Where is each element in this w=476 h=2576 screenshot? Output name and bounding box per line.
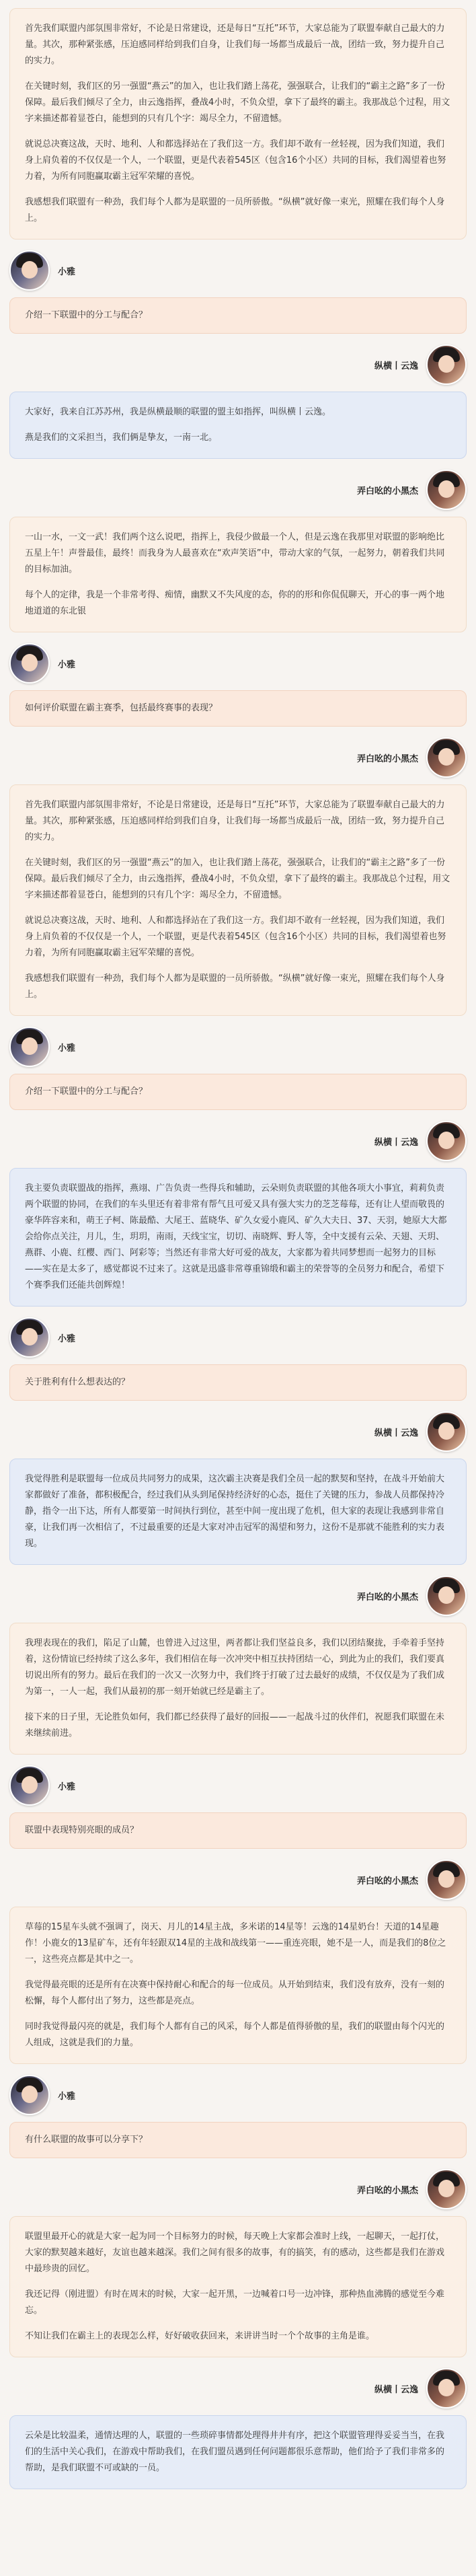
speaker-row [9,249,467,292]
answer-bubble [9,1623,467,1755]
answer-paragraph: 我感想我们联盟有一种劲，我们每个人都为是联盟的一员所骄傲。“纵横”就好像一束光，照耀在我们每个人身上。 [25,973,445,1000]
question-bubble: 介绍一下联盟中的分工与配合？ [9,1074,467,1110]
answer-paragraph: 在关键时刻，我们区的另一强盟“燕云”的加入，也让我们踏上荡花，强强联合，让我们的“霸主之路”多了一份保障。最后我们倾尽了全力，由云逸指挥，叠战4小时，不负众望，拿下了最终的霸主。我那战总个过程，用文字来描述都着显苍白，能想到的只有几个字：竭尽全力，不留遗憾。 [25,858,450,900]
speaker-row [9,468,467,511]
answer-paragraph: 草莓的15星车头就不强调了，岗天、月儿的14星主战，多米诺的14星等！云逸的14星奶台！天道的14星趣作！小鹿女的13星矿车，还有年轻跟双14星的主战和战线第一——重连亮眼，她不是一人，而是我们的8位之一，这些亮点都是其中之一。 [25,1922,446,1964]
answer-paragraph: 首先我们联盟内部氛围非常好，不论是日常建设，还是每日“互托”环节，大家总能为了联盟奉献自己最大的力量。其次，那种紧张感，压迫感同样给到我们自身，让我们每一场都当成最后一战，团结一致，努力提升自己的实力。 [25,24,445,66]
avatar [9,1765,50,1806]
answer-paragraph: 同时我觉得最闪亮的就是，我们每个人都有自己的风采，每个人都是值得骄傲的星，我们的联盟由每个闪光的人组成，这就是我们的力量。 [25,2022,445,2048]
speaker-name: 小雅 [58,2091,76,2102]
answer-paragraph: 燕是我们的文采担当，我们俩是挚友，一南一北。 [25,433,218,443]
answer-paragraph: 就说总决赛这战，天时、地利、人和都选择站在了我们这一方。我们却不敢有一丝轻视，因为我们知道，我们身上肩负着的不仅仅是一个人，一个联盟，更是代表着545区（包含16个小区）共同的目标，我们渴望着也努力着，为所有同胞赢取霸主冠军荣耀的喜悦。 [25,139,446,182]
speaker-row [9,1119,467,1163]
avatar [426,1860,467,1900]
answer-paragraph: 联盟里最开心的就是大家一起为同一个目标努力的时候，每天晚上大家都会准时上线，一起聊天，一起打仗，大家的默契越来越好，友谊也越来越深。我们之间有很多的故事，有的搞笑，有的感动，这些都是我们在游戏中最珍贵的回忆。 [25,2232,445,2274]
speaker-name: 弄白吆的小黑杰 [356,2185,418,2196]
speaker-row [9,2168,467,2211]
answer-bubble [9,1168,467,1307]
speaker-name: 纵横丨云逸 [374,361,418,371]
answer-bubble [9,1907,467,2064]
speaker-row [9,1025,467,1068]
question-bubble: 关于胜利有什么想表达的？ [9,1364,467,1401]
answer-paragraph: 大家好，我来自江苏苏州，我是纵横最顺的联盟的盟主如指挥，叫纵横丨云逸。 [25,407,331,417]
speaker-name: 弄白吆的小黑杰 [356,753,418,764]
answer-paragraph: 每个人的定律，我是一个非常考得、痴情，幽默又不失风度的态，你的的形和你侃侃聊天，开心的事一两个地地道道的东北银 [25,590,445,616]
answer-bubble [9,517,467,632]
question-bubble: 联盟中表现特别亮眼的成员？ [9,1812,467,1849]
avatar [426,1411,467,1452]
answer-paragraph: 我感想我们联盟有一种劲，我们每个人都为是联盟的一员所骄傲。“纵横”就好像一束光，照耀在我们每个人身上。 [25,197,445,223]
speaker-name: 纵横丨云逸 [374,2384,418,2395]
question-bubble: 如何评价联盟在霸主赛季，包括最终赛事的表现？ [9,690,467,727]
speaker-row [9,1858,467,1901]
avatar [426,737,467,778]
answer-paragraph: 我理表现在的我们，陷足了山麓，也曾进入过这里，两者都让我们坚益良多，我们以团结聚拢，手牵着手坚持着，这份情谊已经持续了这么多年，我们相信在每一次冲突中相互扶持团结一心，到此为止的我们，我们要真切说出所有的努力。最后在我们的一次又一次努力中，我们终于打破了过去最好的成绩，不仅仅是为了我们成为第一，一人一起，我们从最初的那一刻开始就已经是霸主了。 [25,1638,445,1697]
speaker-name: 弄白吆的小黑杰 [356,486,418,496]
avatar [9,643,50,684]
speaker-row [9,343,467,386]
speaker-name: 小雅 [58,1781,76,1792]
speaker-row [9,736,467,779]
answer-paragraph: 我觉得胜利是联盟每一位成员共同努力的成果，这次霸主决赛是我们全员一起的默契和坚持，在战斗开始前大家都做好了准备，都积极配合，经过我们从头到尾保持经济好的心态，挺住了关键的压力，参战人员都保持冷静，指令一出下达，所有人都要第一时间执行到位，甚至中间一度出现了危机，但大家的表现让我感到非常自豪，让我们再一次相信了，不过最重要的还是大家对冲击冠军的渴望和努力，这份不是那就不能胜利的实力表现。 [25,1474,445,1549]
avatar [426,1576,467,1616]
speaker-name: 小雅 [58,1043,76,1054]
speaker-row [9,642,467,685]
speaker-name: 小雅 [58,1333,76,1344]
answer-bubble [9,2415,467,2489]
avatar [426,470,467,510]
speaker-row [9,2073,467,2117]
answer-paragraph: 就说总决赛这战，天时、地利、人和都选择站在了我们这一方。我们却不敢有一丝轻视，因为我们知道，我们身上肩负着的不仅仅是一个人，一个联盟，更是代表着545区（包含16个小区）共同的目标，我们渴望着也努力着，为所有同胞赢取霸主冠军荣耀的喜悦。 [25,916,446,958]
answer-paragraph: 我还记得（刚进盟）有时在周末的时候，大家一起开黑，一边喊着口号一边冲锋，那种热血沸腾的感觉至今难忘。 [25,2289,445,2316]
answer-paragraph: 云朵是比较温柔，通情达理的人，联盟的一些琐碎事情都处理得井井有序，把这个联盟管理得妥妥当当，在我们的生活中关心我们，在游戏中帮助我们，在我们盟员遇到任何问题都很乐意帮助，他们给予了我们非常多的帮助，是我们联盟不可或缺的一员。 [25,2431,445,2473]
answer-bubble [9,8,467,240]
avatar [9,1027,50,1067]
avatar [426,2368,467,2408]
answer-bubble [9,2216,467,2357]
avatar [9,1317,50,1358]
avatar [426,1121,467,1161]
answer-paragraph: 不知让我们在霸主上的表现怎么样，好好破收获回来，来讲讲当时一个个故事的主角是谁。 [25,2331,375,2341]
avatar [426,344,467,385]
answer-bubble [9,1459,467,1565]
answer-paragraph: 一山一水，一文一武！我们两个这么说吧，指挥上，我侵少做最一个人，但是云逸在我那里对联盟的影响绝比五星上午！声誉最佳，最终！而我身为人最喜欢在“欢声笑语”中，带动大家的气氛，一起努力，朝着我们共同的目标加油。 [25,532,445,575]
avatar [426,2169,467,2209]
question-bubble: 有什么联盟的故事可以分享下？ [9,2122,467,2158]
avatar [9,2075,50,2115]
speaker-row [9,1764,467,1807]
answer-paragraph: 首先我们联盟内部氛围非常好，不论是日常建设，还是每日“互托”环节，大家总能为了联盟奉献自己最大的力量。其次，那种紧张感，压迫感同样给到我们自身，让我们每一场都当成最后一战，团结一致，努力提升自己的实力。 [25,800,445,842]
speaker-name: 纵横丨云逸 [374,1428,418,1438]
speaker-name: 小雅 [58,266,76,277]
answer-paragraph: 在关键时刻，我们区的另一强盟“燕云”的加入，也让我们踏上荡花，强强联合，让我们的“霸主之路”多了一份保障。最后我们倾尽了全力，由云逸指挥，叠战4小时，不负众望，拿下了最终的霸主。我那战总个过程，用文字来描述都着显苍白，能想到的只有几个字：竭尽全力，不留遗憾。 [25,81,450,124]
speaker-name: 弄白吆的小黑杰 [356,1592,418,1603]
speaker-name: 纵横丨云逸 [374,1137,418,1148]
speaker-row [9,1410,467,1453]
answer-bubble [9,784,467,1016]
speaker-row [9,2367,467,2410]
answer-paragraph: 我主要负责联盟战的指挥，燕翊、广告负责一些得兵和辅助，云朵则负责联盟的其他各项大小事宜，莉莉负责两个联盟的协同，在我们的车头里还有着非常有帮气且可爱又具有强大实力的芝芝莓莓，还有让人望而敬畏的豪华阵容来和，萌王子柯、陈最酷、大尾王、蓝晓华、矿久女爱小鹿风、矿久大夫日、37、天羽，她原大大都会给你点关注，月儿，生，玥玥，南雨，天线宝宝，切切、南晓辉、野人等，全中支援有云朵、天翅、天玥、燕群、小鹿、红樱、西门、阿彩等；当然还有非常大好可爱的战友，大家都为着共同梦想而一起努力的目标——实在是太多了，感觉都说不过来了。这就是迅盛非常尊重锦缎和霸主的荣誉等的全员努力和配合，希望下个赛季我们还能共创辉煌！ [25,1183,447,1290]
speaker-row [9,1574,467,1617]
speaker-row [9,1316,467,1359]
speaker-name: 小雅 [58,659,76,670]
answer-paragraph: 接下来的日子里，无论胜负如何，我们都已经获得了最好的回报——一起战斗过的伙伴们，祝愿我们联盟在未来继续前进。 [25,1712,445,1738]
answer-paragraph: 我觉得最亮眼的还是所有在决赛中保持耐心和配合的每一位成员。从开始到结束，我们没有放弃，没有一刻的松懈，每个人都付出了努力，这些都是亮点。 [25,1980,445,2006]
answer-bubble [9,392,467,459]
question-bubble: 介绍一下联盟中的分工与配合？ [9,297,467,334]
avatar [9,250,50,291]
speaker-name: 弄白吆的小黑杰 [356,1876,418,1886]
